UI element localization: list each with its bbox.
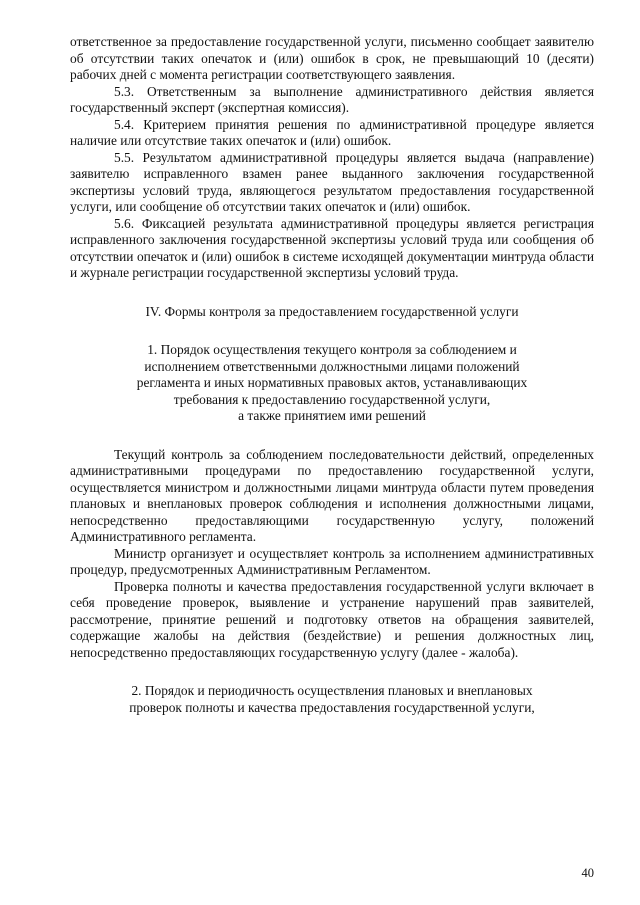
- paragraph-current-control: Текущий контроль за соблюдением последовательности действий, определенных административными процедурами по предоставлению государственной услуги, осуществляется министром и должностными лицами минтруда области путем проведения плановых и внеплановых проверок соблюдения и исполнения должностными лицами, непосредственно предоставляющими государственную услугу, положений Административного регламента.: [70, 446, 594, 544]
- spacer: [70, 425, 594, 447]
- subsection-1-line: регламента и иных нормативных правовых актов, устанавливающих: [136, 375, 528, 390]
- subsection-1-line: 1. Порядок осуществления текущего контроля за соблюдением и: [147, 342, 517, 357]
- paragraph-5-4: 5.4. Критерием принятия решения по административной процедуре является наличие или отсутствие таких опечаток и (или) ошибок.: [70, 116, 594, 148]
- spacer: [70, 661, 594, 683]
- subsection-2-line: проверок полноты и качества предоставления государственной услуги,: [129, 699, 535, 715]
- spacer: [70, 282, 594, 304]
- page-number: 40: [581, 866, 594, 880]
- subsection-1-line: исполнением ответственными должностными лицами положений: [144, 358, 520, 374]
- subsection-1-heading: [70, 342, 594, 425]
- subsection-1-line: а также принятием ими решений: [238, 408, 426, 423]
- paragraph-5-6: 5.6. Фиксацией результата административной процедуры является регистрация исправленного заключения государственной экспертизы условий труда или сообщения об отсутствии опечаток и (или) ошибок в системе исходящей документации минтруда области и журнале регистрации государственной экспертизы условий труда.: [70, 215, 594, 280]
- subsection-1-line: требования к предоставлению государственной услуги,: [173, 391, 491, 407]
- paragraph-continuation: ответственное за предоставление государственной услуги, письменно сообщает заявителю об отсутствии таких опечаток и (или) ошибок в срок, не превышающий 10 (десяти) рабочих дней с момента регистрации соответствующего заявления.: [70, 34, 594, 82]
- subsection-2-line: 2. Порядок и периодичность осуществления плановых и внеплановых: [131, 683, 533, 698]
- paragraph-quality-check: Проверка полноты и качества предоставления государственной услуги включает в себя проведение проверок, выявление и устранение нарушений прав заявителей, рассмотрение, принятие решений и подготовку ответов на обращения заявителей, содержащие жалобы на действия (бездействие) и решения должностных лиц, непосредственно предоставляющих государственную услугу (далее - жалоба).: [70, 578, 594, 660]
- section-heading: IV. Формы контроля за предоставлением государственной услуги: [145, 303, 519, 319]
- paragraph-5-3: 5.3. Ответственным за выполнение административного действия является государственный эксперт (экспертная комиссия).: [70, 83, 594, 115]
- paragraph-5-5: 5.5. Результатом административной процедуры является выдача (направление) заявителю исправленного взамен ранее выданного заключения государственной экспертизы условий труда, являющегося результатом предоставления государственной услуги, или сообщение об отсутствии таких опечаток и (или) ошибок.: [70, 149, 594, 214]
- subsection-2-heading: [70, 683, 594, 716]
- spacer: [70, 320, 594, 342]
- paragraph-minister: Министр организует и осуществляет контроль за исполнением административных процедур, предусмотренных Административным Регламентом.: [70, 545, 594, 577]
